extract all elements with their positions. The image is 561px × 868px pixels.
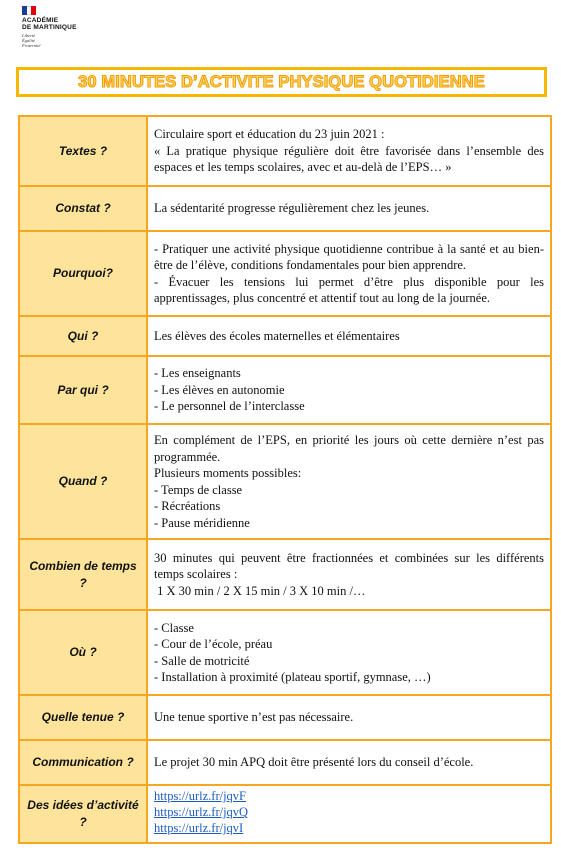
table-row bbox=[19, 695, 551, 740]
answer-line: - Installation à proximité (plateau sportif, gymnase, …) bbox=[154, 670, 431, 684]
answer-line: - Cour de l’école, préau bbox=[154, 637, 273, 651]
table-row bbox=[19, 116, 551, 186]
answer-cell bbox=[147, 356, 551, 424]
page-title: 30 MINUTES D’ACTIVITE PHYSIQUE QUOTIDIENNE bbox=[78, 72, 485, 91]
table-row bbox=[19, 186, 551, 231]
org-name-line2: DE MARTINIQUE bbox=[22, 24, 77, 31]
answer-line: - Récréations bbox=[154, 499, 221, 513]
answer-line: - Pratiquer une activité physique quotidienne contribue à la santé et au bien-être de l’élève, conditions fondamentales pour bien apprendre. bbox=[154, 241, 544, 272]
table-row bbox=[19, 740, 551, 785]
republic-motto bbox=[22, 33, 112, 48]
answer-line: - Classe bbox=[154, 620, 194, 635]
answer-cell bbox=[147, 740, 551, 785]
question-cell: Textes ? bbox=[19, 116, 147, 186]
table-row bbox=[19, 539, 551, 610]
answer-line: « La pratique physique régulière doit être favorisée dans l’ensemble des espaces et les temps scolaires, avec et au-delà de l’EPS… » bbox=[154, 143, 544, 175]
answer-line: Circulaire sport et éducation du 23 juin 2021 : bbox=[154, 127, 385, 142]
question-cell: Qui ? bbox=[19, 316, 147, 356]
motto-egalite: Égalité bbox=[22, 38, 35, 43]
answer-line: Les élèves des écoles maternelles et élémentaires bbox=[154, 328, 400, 343]
answer-line: La sédentarité progresse régulièrement chez les jeunes. bbox=[154, 201, 430, 216]
answer-line: - Temps de classe bbox=[154, 482, 243, 497]
answer-cell bbox=[147, 116, 551, 186]
answer-cell bbox=[147, 424, 551, 539]
question-cell: Constat ? bbox=[19, 186, 147, 231]
question-cell: Des idées d’activité ? bbox=[19, 785, 147, 843]
question-cell: Où ? bbox=[19, 610, 147, 695]
table-row bbox=[19, 610, 551, 695]
question-cell: Quelle tenue ? bbox=[19, 695, 147, 740]
answer-line: Une tenue sportive n’est pas nécessaire. bbox=[154, 710, 354, 725]
info-table bbox=[18, 115, 552, 844]
answer-line: - Les élèves en autonomie bbox=[154, 382, 285, 397]
answer-cell bbox=[147, 186, 551, 231]
question-cell: Communication ? bbox=[19, 740, 147, 785]
answer-line: 1 X 30 min / 2 X 15 min / 3 X 10 min /… bbox=[154, 583, 366, 598]
question-cell: Par qui ? bbox=[19, 356, 147, 424]
question-cell: Combien de temps ? bbox=[19, 539, 147, 610]
answer-line: Le projet 30 min APQ doit être présenté lors du conseil d’école. bbox=[154, 755, 474, 770]
answer-line: - Les enseignants bbox=[154, 366, 241, 381]
table-row bbox=[19, 785, 551, 843]
question-cell: Quand ? bbox=[19, 424, 147, 539]
motto-fraternite: Fraternité bbox=[22, 43, 41, 48]
answer-line: En complément de l’EPS, en priorité les jours où cette dernière n’est pas programmée. bbox=[154, 433, 544, 464]
answer-cell bbox=[147, 539, 551, 610]
table-row bbox=[19, 424, 551, 539]
french-flag-icon bbox=[22, 6, 36, 15]
answer-cell bbox=[147, 785, 551, 843]
answer-line: - Pause méridienne bbox=[154, 515, 250, 530]
answer-line: - Salle de motricité bbox=[154, 653, 250, 668]
motto-liberte: Liberté bbox=[22, 33, 35, 38]
title-banner bbox=[16, 67, 547, 97]
table-row bbox=[19, 316, 551, 356]
answer-line: - Évacuer les tensions lui permet d’être plus disponible pour les apprentissages, plus concentré et attentif tout au long de la journée. bbox=[154, 274, 544, 305]
table-row bbox=[19, 356, 551, 424]
answer-line: 30 minutes qui peuvent être fractionnées et combinées sur les différents temps scolaires : bbox=[154, 550, 544, 582]
answer-line: - Le personnel de l’interclasse bbox=[154, 399, 305, 414]
activity-link-2[interactable]: https://urlz.fr/jqvQ bbox=[154, 805, 249, 819]
academy-logo bbox=[22, 6, 112, 48]
org-name-line1: ACADÉMIE bbox=[22, 17, 59, 24]
table-row bbox=[19, 231, 551, 316]
activity-link-3[interactable]: https://urlz.fr/jqvI bbox=[154, 821, 244, 835]
answer-cell bbox=[147, 695, 551, 740]
answer-cell bbox=[147, 316, 551, 356]
answer-line: Plusieurs moments possibles: bbox=[154, 466, 302, 480]
answer-cell bbox=[147, 231, 551, 316]
activity-link-1[interactable]: https://urlz.fr/jqvF bbox=[154, 789, 247, 803]
question-cell: Pourquoi? bbox=[19, 231, 147, 316]
answer-cell bbox=[147, 610, 551, 695]
